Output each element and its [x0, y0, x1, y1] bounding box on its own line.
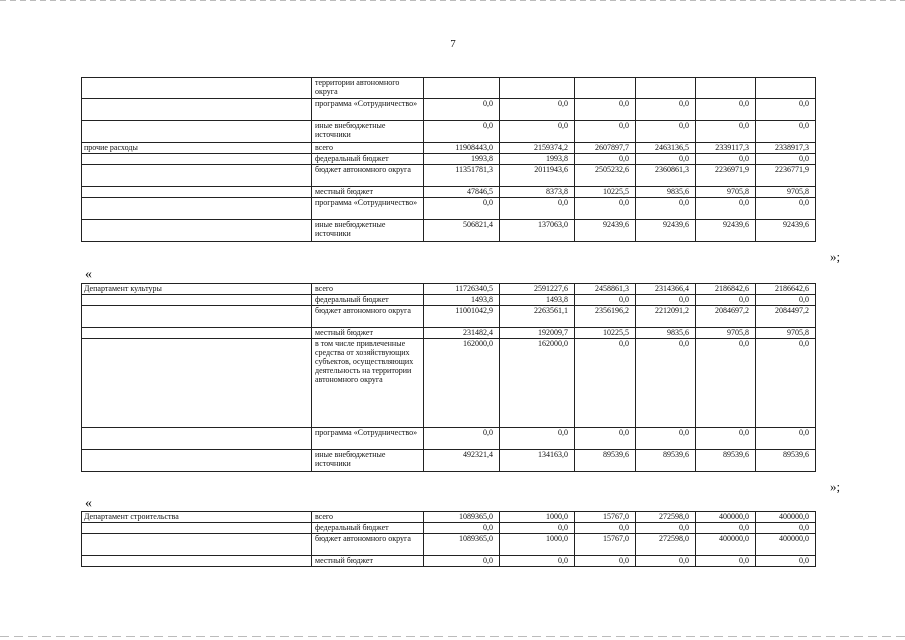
table-row [82, 556, 816, 567]
value-cell: 137063,0 [500, 220, 575, 242]
table-row [82, 339, 816, 428]
table-row [82, 198, 816, 220]
value-cell: 506821,4 [424, 220, 500, 242]
value-cell: 0,0 [424, 121, 500, 143]
value-cell: 0,0 [696, 523, 756, 534]
value-cell: 0,0 [636, 339, 696, 428]
category-cell [82, 154, 312, 165]
value-cell [756, 78, 816, 99]
table-row [82, 165, 816, 187]
table-row [82, 78, 816, 99]
value-cell: 0,0 [500, 121, 575, 143]
value-cell: 0,0 [636, 198, 696, 220]
value-cell: 92439,6 [636, 220, 696, 242]
value-cell [575, 78, 636, 99]
value-cell: 2607897,7 [575, 143, 636, 154]
value-cell: 2314366,4 [636, 284, 696, 295]
value-cell: 400000,0 [696, 512, 756, 523]
value-cell: 0,0 [636, 121, 696, 143]
value-cell: 2591227,6 [500, 284, 575, 295]
value-cell: 0,0 [636, 295, 696, 306]
value-cell: 89539,6 [636, 450, 696, 472]
value-cell: 0,0 [575, 339, 636, 428]
value-cell: 11351781,3 [424, 165, 500, 187]
table-row [82, 306, 816, 328]
value-cell: 492321,4 [424, 450, 500, 472]
value-cell: 2263561,1 [500, 306, 575, 328]
value-cell: 9705,8 [696, 328, 756, 339]
table-row [82, 450, 816, 472]
value-cell: 0,0 [696, 339, 756, 428]
value-cell: 47846,5 [424, 187, 500, 198]
value-cell: 0,0 [424, 523, 500, 534]
value-cell: 0,0 [696, 154, 756, 165]
category-cell [82, 534, 312, 556]
value-cell: 2186842,6 [696, 284, 756, 295]
value-cell: 0,0 [424, 198, 500, 220]
value-cell: 0,0 [696, 121, 756, 143]
value-cell: 0,0 [575, 154, 636, 165]
value-cell: 0,0 [756, 295, 816, 306]
value-cell: 231482,4 [424, 328, 500, 339]
funding-source-cell: программа «Сотрудничество» [312, 198, 424, 220]
page-number: 7 [450, 38, 456, 50]
value-cell: 9835,6 [636, 328, 696, 339]
value-cell: 0,0 [636, 154, 696, 165]
table-row [82, 143, 816, 154]
value-cell: 92439,6 [696, 220, 756, 242]
value-cell: 0,0 [756, 428, 816, 450]
value-cell: 92439,6 [575, 220, 636, 242]
value-cell: 162000,0 [424, 339, 500, 428]
value-cell: 11908443,0 [424, 143, 500, 154]
table-row [82, 121, 816, 143]
value-cell: 11001042,9 [424, 306, 500, 328]
table-row [82, 99, 816, 121]
value-cell: 2084497,2 [756, 306, 816, 328]
value-cell: 1089365,0 [424, 534, 500, 556]
value-cell: 1493,8 [424, 295, 500, 306]
value-cell: 10225,5 [575, 187, 636, 198]
value-cell: 0,0 [575, 198, 636, 220]
value-cell: 0,0 [636, 99, 696, 121]
funding-source-cell: местный бюджет [312, 556, 424, 567]
category-cell [82, 556, 312, 567]
table-row [82, 284, 816, 295]
budget-table-culture-department [81, 283, 816, 472]
funding-source-cell: бюджет автономного округа [312, 534, 424, 556]
value-cell: 2159374,2 [500, 143, 575, 154]
value-cell: 2338917,3 [756, 143, 816, 154]
value-cell: 9705,8 [756, 187, 816, 198]
value-cell: 92439,6 [756, 220, 816, 242]
funding-source-cell: местный бюджет [312, 187, 424, 198]
value-cell: 15767,0 [575, 534, 636, 556]
value-cell: 0,0 [696, 295, 756, 306]
funding-source-cell: бюджет автономного округа [312, 306, 424, 328]
value-cell: 134163,0 [500, 450, 575, 472]
value-cell: 8373,8 [500, 187, 575, 198]
value-cell: 0,0 [756, 198, 816, 220]
value-cell: 2084697,2 [696, 306, 756, 328]
value-cell: 1993,8 [424, 154, 500, 165]
value-cell: 0,0 [500, 556, 575, 567]
scan-edge-bottom [0, 636, 905, 637]
value-cell: 400000,0 [756, 512, 816, 523]
category-cell [82, 165, 312, 187]
funding-source-cell: иные внебюджетные источники [312, 121, 424, 143]
category-cell [82, 295, 312, 306]
opening-quote: « [85, 496, 92, 511]
value-cell: 0,0 [756, 556, 816, 567]
value-cell: 0,0 [500, 99, 575, 121]
value-cell: 89539,6 [756, 450, 816, 472]
funding-source-cell: всего [312, 143, 424, 154]
value-cell: 1493,8 [500, 295, 575, 306]
value-cell: 0,0 [696, 198, 756, 220]
value-cell: 89539,6 [696, 450, 756, 472]
category-cell: прочие расходы [82, 143, 312, 154]
value-cell: 0,0 [756, 154, 816, 165]
category-cell: Департамент культуры [82, 284, 312, 295]
funding-source-cell: территории автономного округа [312, 78, 424, 99]
value-cell: 0,0 [756, 339, 816, 428]
value-cell: 400000,0 [696, 534, 756, 556]
value-cell: 0,0 [575, 523, 636, 534]
value-cell: 2458861,3 [575, 284, 636, 295]
category-cell [82, 523, 312, 534]
value-cell: 1993,8 [500, 154, 575, 165]
value-cell: 0,0 [636, 523, 696, 534]
value-cell: 2212091,2 [636, 306, 696, 328]
value-cell: 0,0 [424, 428, 500, 450]
value-cell: 272598,0 [636, 512, 696, 523]
value-cell: 9705,8 [696, 187, 756, 198]
budget-table-other-expenses [81, 77, 816, 242]
funding-source-cell: бюджет автономного округа [312, 165, 424, 187]
funding-source-cell: федеральный бюджет [312, 154, 424, 165]
value-cell: 2505232,6 [575, 165, 636, 187]
value-cell: 1000,0 [500, 534, 575, 556]
value-cell: 0,0 [756, 99, 816, 121]
value-cell: 2356196,2 [575, 306, 636, 328]
value-cell: 0,0 [636, 428, 696, 450]
category-cell [82, 198, 312, 220]
table-row [82, 295, 816, 306]
value-cell: 0,0 [500, 428, 575, 450]
value-cell [424, 78, 500, 99]
funding-source-cell: всего [312, 512, 424, 523]
funding-source-cell: иные внебюджетные источники [312, 220, 424, 242]
funding-source-cell: программа «Сотрудничество» [312, 99, 424, 121]
value-cell: 0,0 [696, 428, 756, 450]
value-cell: 0,0 [424, 556, 500, 567]
value-cell: 0,0 [636, 556, 696, 567]
value-cell: 1089365,0 [424, 512, 500, 523]
table-row [82, 187, 816, 198]
funding-source-cell: всего [312, 284, 424, 295]
category-cell [82, 187, 312, 198]
value-cell: 2236771,9 [756, 165, 816, 187]
value-cell: 272598,0 [636, 534, 696, 556]
category-cell [82, 121, 312, 143]
value-cell: 0,0 [756, 121, 816, 143]
closing-quote: »; [830, 479, 841, 494]
value-cell [500, 78, 575, 99]
table-row [82, 328, 816, 339]
category-cell [82, 428, 312, 450]
funding-source-cell: федеральный бюджет [312, 295, 424, 306]
value-cell: 0,0 [696, 556, 756, 567]
table-row [82, 428, 816, 450]
value-cell: 10225,5 [575, 328, 636, 339]
value-cell: 0,0 [424, 99, 500, 121]
scan-edge-top [0, 0, 905, 1]
closing-quote: »; [830, 249, 841, 264]
value-cell: 2236971,9 [696, 165, 756, 187]
value-cell: 89539,6 [575, 450, 636, 472]
funding-source-cell: местный бюджет [312, 328, 424, 339]
value-cell [696, 78, 756, 99]
value-cell: 0,0 [696, 99, 756, 121]
value-cell: 0,0 [575, 295, 636, 306]
value-cell: 1000,0 [500, 512, 575, 523]
category-cell [82, 306, 312, 328]
category-cell [82, 220, 312, 242]
table-row [82, 534, 816, 556]
value-cell: 0,0 [575, 428, 636, 450]
budget-table-construction-department [81, 511, 816, 567]
category-cell [82, 78, 312, 99]
value-cell: 0,0 [575, 556, 636, 567]
value-cell: 11726340,5 [424, 284, 500, 295]
value-cell: 400000,0 [756, 534, 816, 556]
table-row [82, 523, 816, 534]
value-cell: 0,0 [575, 121, 636, 143]
value-cell: 15767,0 [575, 512, 636, 523]
value-cell: 0,0 [500, 523, 575, 534]
category-cell [82, 339, 312, 428]
opening-quote: « [85, 267, 92, 282]
value-cell: 162000,0 [500, 339, 575, 428]
value-cell: 2360861,3 [636, 165, 696, 187]
value-cell: 2463136,5 [636, 143, 696, 154]
table-row [82, 512, 816, 523]
category-cell: Департамент строительства [82, 512, 312, 523]
table-row [82, 220, 816, 242]
category-cell [82, 99, 312, 121]
value-cell: 0,0 [575, 99, 636, 121]
funding-source-cell: иные внебюджетные источники [312, 450, 424, 472]
funding-source-cell: программа «Сотрудничество» [312, 428, 424, 450]
value-cell: 2339117,3 [696, 143, 756, 154]
value-cell: 9835,6 [636, 187, 696, 198]
value-cell: 2011943,6 [500, 165, 575, 187]
value-cell: 192009,7 [500, 328, 575, 339]
table-row [82, 154, 816, 165]
category-cell [82, 450, 312, 472]
funding-source-cell: федеральный бюджет [312, 523, 424, 534]
value-cell: 9705,8 [756, 328, 816, 339]
value-cell [636, 78, 696, 99]
value-cell: 2186642,6 [756, 284, 816, 295]
value-cell: 0,0 [500, 198, 575, 220]
funding-source-cell: в том числе привлеченные средства от хозяйствующих субъектов, осуществляющих деятельность на территории автономного округа [312, 339, 424, 428]
category-cell [82, 328, 312, 339]
value-cell: 0,0 [756, 523, 816, 534]
